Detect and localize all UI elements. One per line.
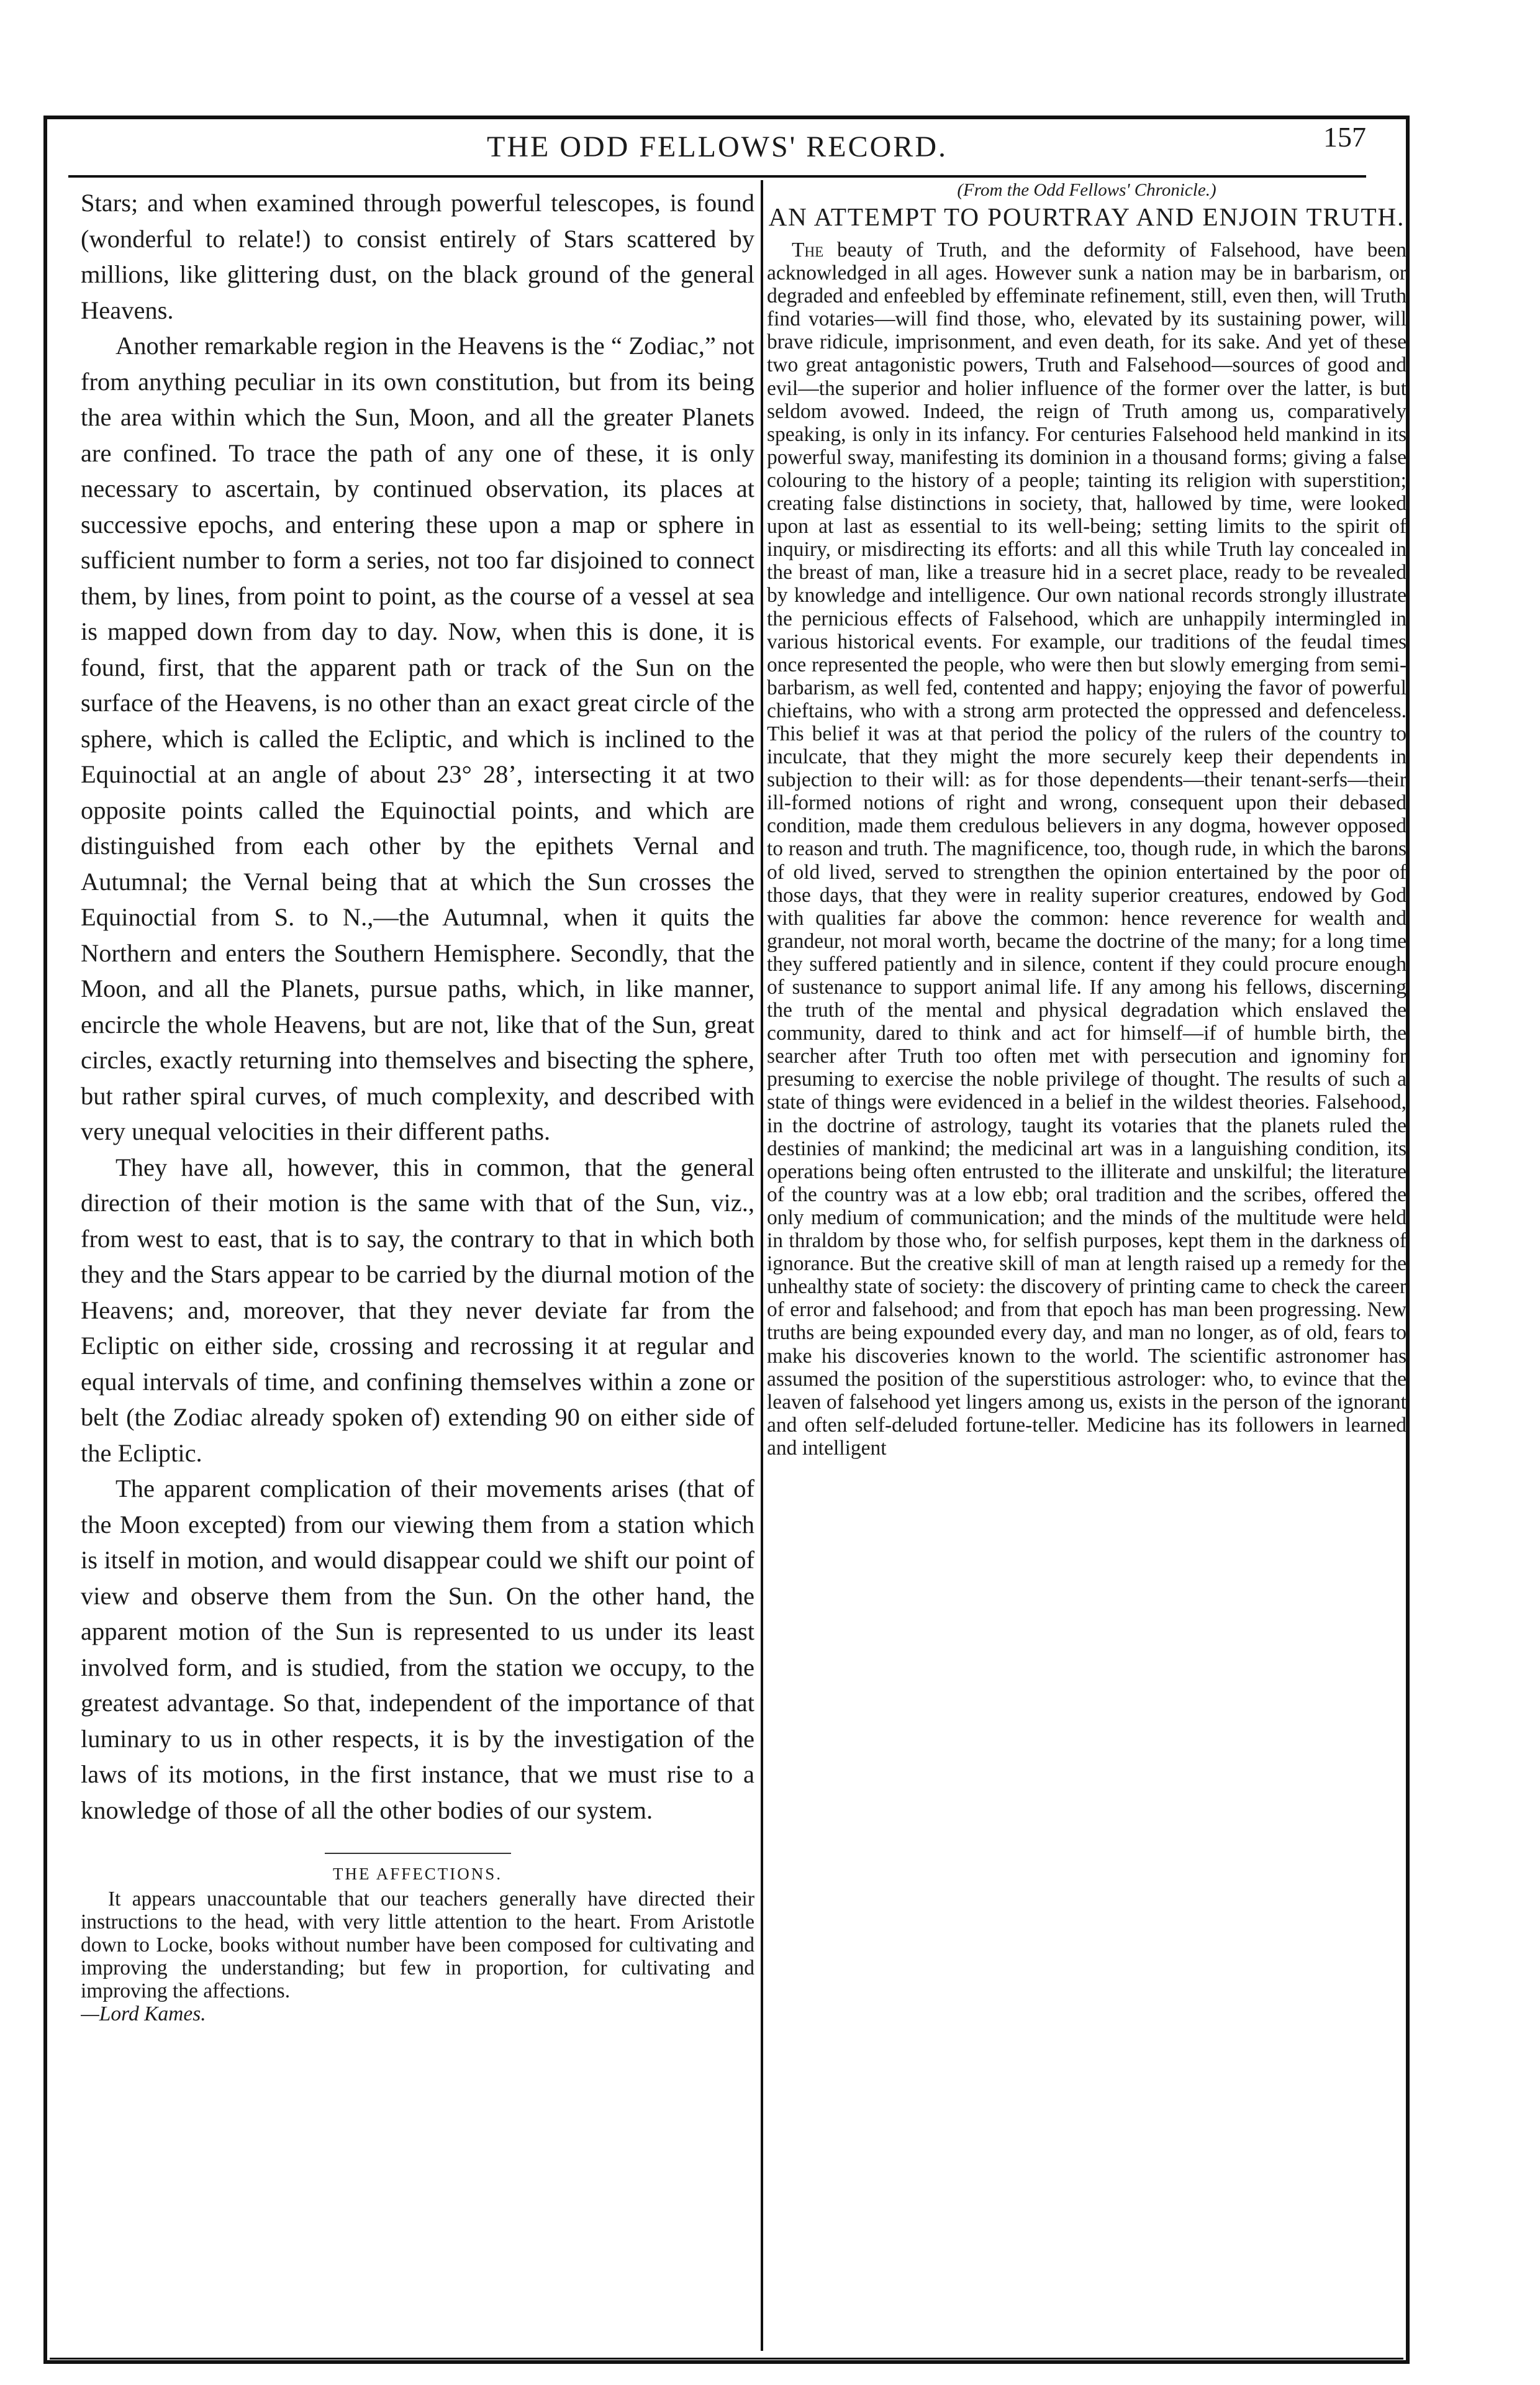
article-opening-word: The	[792, 238, 824, 261]
affections-heading: THE AFFECTIONS.	[332, 1865, 503, 1883]
section-divider	[325, 1853, 511, 1854]
article-body-text: beauty of Truth, and the deformity of Falsehood, have been acknowledged in all ages. However sunk a nation may be in barbarism, or degraded and enfeebled by effeminate refinement, still, even then, will Truth find votaries—will find those, who, elevated by its sustaining power, will brave ridicule, imprisonment, and even death, for its sake. And yet of these two great antagonistic powers, Truth and Falsehood—sources of good and evil—the superior and holier influence of the former over the latter, is but seldom avowed. Indeed, the reign of Truth among us, comparatively speaking, is only in its infancy. For centuries Falsehood held mankind in its powerful sway, manifesting its dominion in a thousand forms; giving a false colouring to the history of a people; tainting its religion with superstition; creating false distinctions in society, that, hallowed by time, were looked upon at last as essential to its well-being; setting limits to the spirit of inquiry, or misdirecting its efforts: and all this while Truth lay concealed in the breast of man, like a treasure hid in a secret place, ready to be revealed by knowledge and intelligence. Our own national records strongly illustrate the pernicious effects of Falsehood, which are unhappily intermingled in various historical events. For example, our traditions of the feudal times once represented the people, who were then but slowly emerging from semi-barbarism, as well fed, contented and happy; enjoying the favor of powerful chieftains, who with a strong arm protected the oppressed and defenceless. This belief it was at that period the policy of the rulers of the country to inculcate, that they might the more securely keep their dependents in subjection to their will: as for those dependents—their tenant-serfs—their ill-formed notions of right and wrong, consequent upon their debased condition, made them credulous believers in any dogma, however opposed to reason and truth. The magnificence, too, though rude, in which the barons of old lived, served to strengthen the opinion entertained by the poor of those days, that they were in reality superior creatures, endowed by God with qualities far above the common: hence reverence for wealth and grandeur, not moral worth, became the doctrine of the many; for a long time they suffered patiently and in silence, content if they could procure enough of sustenance to support animal life. If any among his fellows, discerning the truth of the mental and physical degradation which enslaved the community, dared to think and act for himself—if of humble birth, the searcher after Truth too often met with persecution and ignominy for presuming to exercise the noble privilege of thought. The results of such a state of things were evidenced in a belief in the wildest theories. Falsehood, in the doctrine of astrology, taught its votaries that the planets ruled the destinies of mankind; the medicinal art was in a languishing condition, its operations being often entrusted to the illiterate and unskilful; the literature of the country was at a low ebb; oral tradition and the scribes, offered the only medium of communication; and the minds of the multitude were held in thraldom by those who, for selfish purposes, kept them in the darkness of ignorance. But the creative skill of man at length raised up a remedy for the unhealthy state of society: the discovery of printing came to check the career of error and falsehood; and from that epoch has man been progressing. New truths are being expounded every day, and man no longer, as of old, fears to make his discoveries known to the world. The scientific astronomer has assumed the position of the superstitious astrologer: who, to evince that the leaven of falsehood yet lingers among us, exists in the person of the ignorant and often self-deluded fortune-teller. Medicine has its followers in learned and intelligent	[767, 238, 1406, 1460]
column-divider	[761, 180, 763, 2351]
left-paragraph-1: Stars; and when examined through powerful telescopes, is found (wonderful to relate!) to consist entirely of Stars scattered by millions, like glittering dust, on the black ground of the general Heavens.	[81, 189, 754, 324]
left-paragraph-4: The apparent complication of their movements arises (that of the Moon excepted) from our viewing them from a station which is itself in motion, and would disappear could we shift our point of view and observe them from the Sun. On the other hand, the apparent motion of the Sun is represented to us under its least involved form, and is studied, from the station we occupy, to the greatest advantage. So that, independent of the importance of that luminary to us in other respects, it is by the investigation of the laws of its motions, in the first instance, that we must rise to a knowledge of those of all the other bodies of our system.	[81, 1474, 754, 1824]
affections-text: It appears unaccountable that our teachers generally have directed their instructions to the head, with very little attention to the heart. From Aristotle down to Locke, books without number have been composed for cultivating and improving the understanding; but few in proportion, for cultivating and improving the affections.	[81, 1888, 754, 2002]
left-column	[81, 185, 754, 2322]
page-number: 157	[1323, 121, 1366, 153]
affections-attribution: —Lord Kames.	[81, 2002, 206, 2025]
footer-rule	[50, 2358, 1403, 2360]
running-title: THE ODD FELLOWS' RECORD.	[487, 130, 948, 163]
right-column	[767, 173, 1406, 2353]
left-paragraph-3: They have all, however, this in common, that the general direction of their motion is the same with that of the Sun, viz., from west to east, that is to say, the contrary to that in which both they and the Stars appear to be carried by the diurnal motion of the Heavens; and, moreover, that they never deviate far from the Ecliptic on either side, crossing and recrossing it at regular and equal intervals of time, and confining themselves within a zone or belt (the Zodiac already spoken of) extending 90 on either side of the Ecliptic.	[81, 1153, 754, 1467]
article-body	[767, 238, 1406, 1460]
source-note: (From the Odd Fellows' Chronicle.)	[957, 180, 1216, 200]
left-paragraph-2: Another remarkable region in the Heavens is the “ Zodiac,” not from anything peculiar in its own constitution, but from its being the area within which the Sun, Moon, and all the greater Planets are confined. To trace the path of any one of these, it is only necessary to ascertain, by continued observation, its places at successive epochs, and entering these upon a map or sphere in sufficient number to form a series, not too far disjoined to connect them, by lines, from point to point, as the course of a vessel at sea is mapped down from day to day. Now, when this is done, it is found, first, that the apparent path or track of the Sun on the surface of the Heavens, is no other than an exact great circle of the sphere, which is called the Ecliptic, and which is inclined to the Equinoctial at an angle of about 23° 28ʼ, intersecting it at two opposite points called the Equinoctial points, and which are distinguished from each other by the epithets Vernal and Autumnal; the Vernal being that at which the Sun crosses the Equinoctial from S. to N.,—the Autumnal, when it quits the Northern and enters the Southern Hemisphere. Secondly, that the Moon, and all the Planets, pursue paths, which, in like manner, encircle the whole Heavens, but are not, like that of the Sun, great circles, exactly returning into themselves and bisecting the sphere, but rather spiral curves, of much complexity, and described with very unequal velocities in their different paths.	[81, 332, 754, 1145]
article-title: AN ATTEMPT TO POURTRAY AND ENJOIN TRUTH.	[768, 202, 1405, 231]
